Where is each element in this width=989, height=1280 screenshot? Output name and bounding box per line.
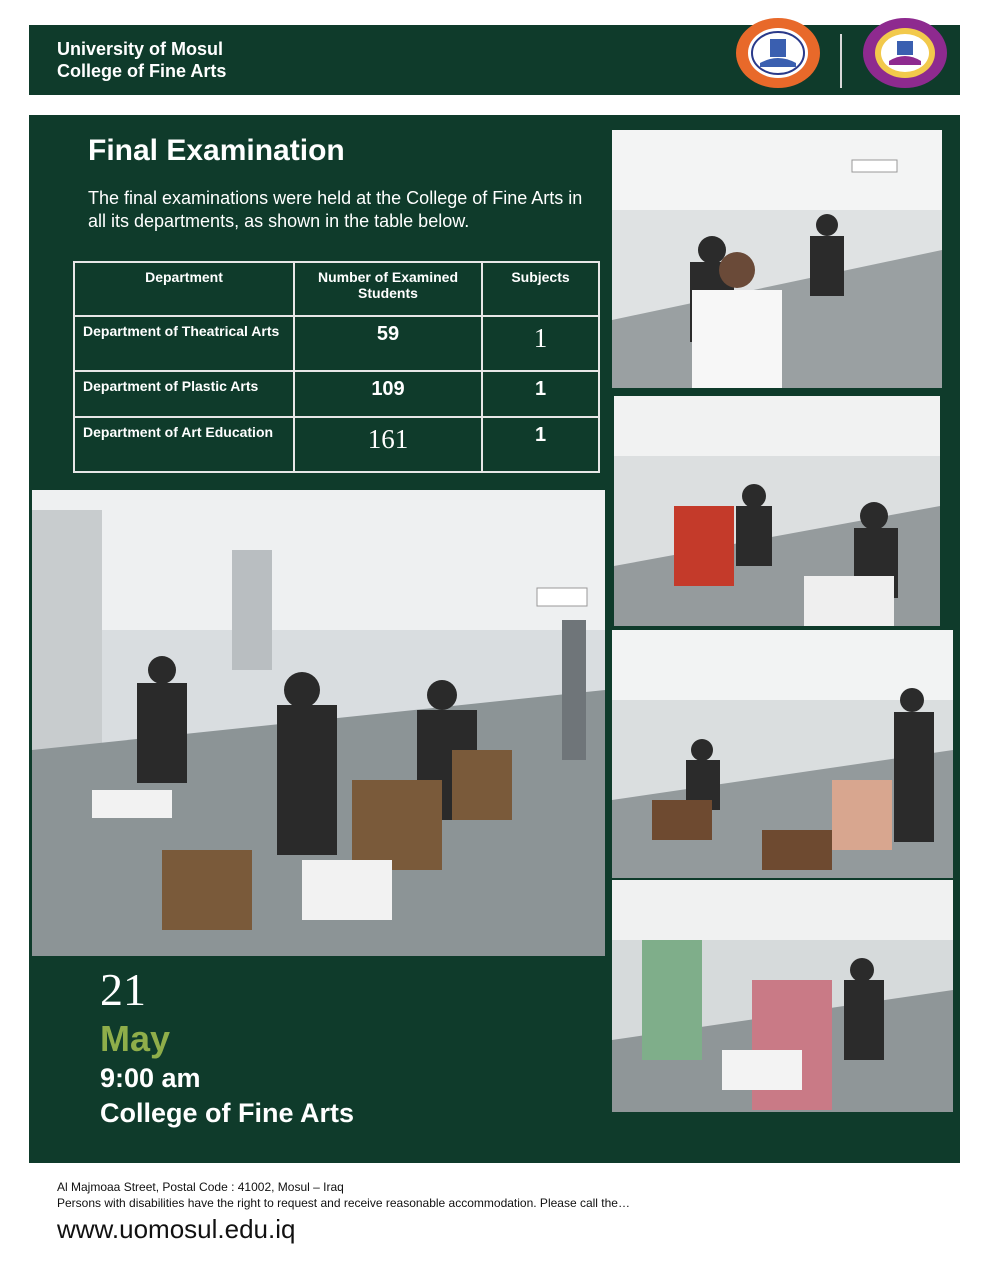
website-link[interactable]: www.uomosul.edu.iq — [57, 1214, 296, 1244]
row-department: Department of Plastic Arts — [74, 371, 294, 416]
exam-hall-photo-top-right — [612, 130, 942, 388]
table-header-row — [74, 262, 599, 316]
table-row — [74, 417, 599, 472]
header-department: Department — [74, 262, 294, 316]
event-time: 9:00 am — [100, 1063, 201, 1093]
header-students: Number of Examined Students — [294, 262, 482, 316]
exam-table — [73, 261, 600, 473]
logo-divider — [840, 34, 842, 88]
exam-hall-photo-large — [32, 490, 605, 956]
row-subjects: 1 — [482, 417, 599, 472]
header-subjects: Subjects — [482, 262, 599, 316]
row-students: 109 — [294, 371, 482, 416]
exam-hall-photo-mid-right — [614, 396, 940, 626]
row-students: 161 — [294, 417, 482, 472]
event-day: 21 — [100, 964, 146, 1015]
row-department: Department of Theatrical Arts — [74, 316, 294, 371]
row-subjects: 1 — [482, 316, 599, 371]
event-month: May — [100, 1018, 171, 1059]
exam-hall-photo-bottom-right — [612, 880, 953, 1112]
table-row — [74, 371, 599, 416]
intro-text: The final examinations were held at the College of Fine Arts in all its departments, as shown in the table below. — [88, 188, 583, 231]
footer-address: Al Majmoaa Street, Postal Code : 41002, Mosul – Iraq — [57, 1180, 344, 1194]
exam-hall-photo-lower-right — [612, 630, 953, 878]
row-subjects: 1 — [482, 371, 599, 416]
college-name: College of Fine Arts — [57, 61, 227, 81]
footer-accessibility-note: Persons with disabilities have the right to request and receive reasonable accommodation. Please call the… — [57, 1196, 630, 1210]
row-students: 59 — [294, 316, 482, 371]
university-seal-logo — [735, 17, 821, 89]
page-title: Final Examination — [88, 134, 345, 167]
university-name: University of Mosul — [57, 39, 224, 59]
table-row — [74, 316, 599, 371]
college-seal-logo — [862, 17, 948, 89]
event-venue: College of Fine Arts — [100, 1098, 355, 1128]
row-department: Department of Art Education — [74, 417, 294, 472]
